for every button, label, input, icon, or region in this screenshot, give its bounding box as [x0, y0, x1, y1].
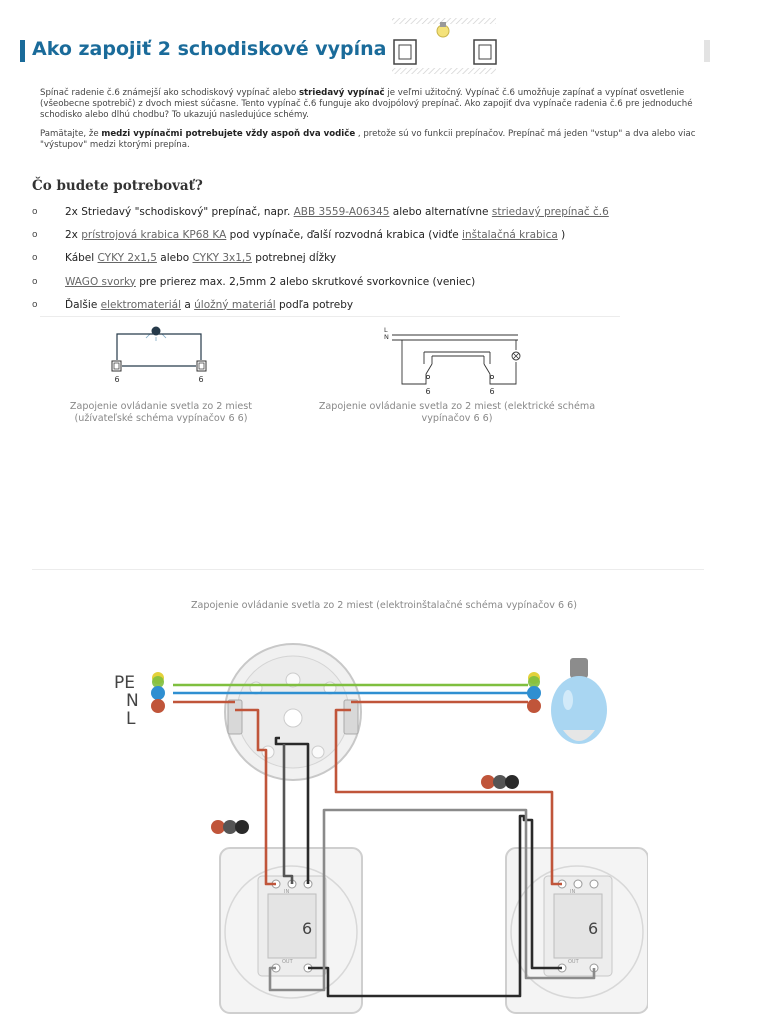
divider [40, 316, 620, 317]
diagram3-caption: Zapojenie ovládanie svetla zo 2 miest (elektroinštalačné schéma vypínačov 6 6) [190, 600, 578, 611]
diagram2-label-n: N [384, 333, 389, 341]
diagram2-caption-line2: vypínačov 6 6) [421, 412, 493, 424]
user-schema-diagram [100, 320, 220, 388]
intro-p1-pre: Spínač radenie č.6 známejší ako schodiskový vypínač alebo [40, 88, 299, 98]
list-text: pre prierez max. 2,5mm 2 alebo skrutkové svorkovnice (veniec) [135, 275, 476, 288]
list-text: ) [557, 229, 566, 242]
list-item [32, 252, 672, 275]
list-text: podľa potreby [275, 298, 354, 311]
divider [32, 569, 704, 570]
installation-diagram [108, 640, 648, 1020]
label-n: N [126, 691, 139, 711]
list-text: potrebnej dĺžky [251, 252, 337, 265]
diagram2-label-l: L [384, 326, 388, 334]
terminal-label-in: IN [284, 889, 290, 895]
page-title: Ako zapojiť 2 schodiskové vypína [32, 38, 387, 60]
list-text: alebo alternatívne [389, 206, 492, 218]
list-text: a [181, 298, 195, 311]
intro-p1-post: je veľmi užitočný. Vypínač č.6 umožňuje zapínať a vypínať osvetlenie (všeobecne spotrebič) z dvoch miest súčasne. Tento vypínač č.6 funguje ako dvojpólový prepínač. Ako zapojiť dva vypínače radenia č.6 pre jednoduché schodisko alebo dlhú chodbu? To ukazujú nasledujúce schémy. [40, 88, 693, 120]
terminal-label-out: OUT [568, 959, 579, 965]
intro-p2-post: , pretože sú vo funkcii prepínačov. Prepínač má jeden "vstup" a dva alebo viac "výstupov" medzi ktorými prepína. [40, 129, 696, 150]
diagram1-caption-line1: Zapojenie ovládanie svetla zo 2 miest [69, 401, 253, 412]
link-wago[interactable]: WAGO svorky [65, 275, 136, 288]
wire-ends-right [527, 672, 541, 713]
link-device-box[interactable]: prístrojová krabica KP68 KA [81, 229, 227, 242]
junction-box [225, 644, 361, 780]
link-abb-switch[interactable]: ABB 3559-A06345 [293, 206, 390, 218]
bullet: o [32, 299, 38, 310]
link-storage-material[interactable]: úložný materiál [194, 298, 276, 311]
intro-paragraph-1 [40, 88, 705, 121]
list-item [32, 299, 672, 322]
label-pe: PE [114, 673, 135, 693]
list-text: 2x [65, 229, 82, 242]
switch-right-number: 6 [588, 919, 599, 938]
diagram1-caption-line2: (užívateľské schéma vypínačov 6 6) [74, 412, 248, 424]
intro-p2-pre: Pamätajte, že [40, 129, 102, 139]
switch-left-number: 6 [302, 919, 313, 938]
diagram2-caption [298, 401, 616, 424]
title-accent-bar [20, 40, 25, 62]
list-text: 2x Striedavý "schodiskový" prepínač, napr. [65, 206, 294, 218]
bullet: o [32, 253, 38, 264]
link-cable-3x15[interactable]: CYKY 3x1,5 [192, 252, 252, 265]
list-text: pod vypínače, ďalší rozvodná krabica (vidťe [226, 229, 463, 242]
list-text: Ďalšie [65, 298, 101, 311]
link-electro-material[interactable]: elektromateriál [100, 298, 181, 311]
list-text: alebo [156, 252, 193, 265]
page-header [20, 38, 720, 66]
list-text: Kábel [65, 252, 98, 265]
intro-p1-bold: striedavý vypínač [298, 88, 385, 98]
diagram1-label-right: 6 [198, 375, 204, 384]
intro-paragraph-2 [40, 129, 705, 151]
electrical-schema-diagram [380, 322, 530, 398]
materials-list [32, 206, 672, 322]
bullet: o [32, 207, 38, 217]
intro-p2-bold: medzi vypínačmi potrebujete vždy aspoň dva vodiče [101, 129, 356, 139]
scroll-marker [704, 40, 710, 62]
title-switch-illustration-icon [390, 16, 500, 80]
link-installation-box[interactable]: inštalačná krabica [462, 229, 558, 242]
diagram2-label-right: 6 [489, 387, 495, 396]
terminal-label-out: OUT [282, 959, 293, 965]
wago-connector-right [344, 700, 358, 734]
light-bulb-icon [551, 658, 607, 744]
label-l: L [126, 709, 136, 729]
cable-end-right [481, 775, 519, 789]
cable-end-left [211, 820, 249, 834]
link-cable-2x15[interactable]: CYKY 2x1,5 [97, 252, 157, 265]
intro-text [40, 88, 705, 159]
wire-ends-left [151, 672, 165, 713]
terminal-label-in: IN [570, 889, 576, 895]
list-item [32, 229, 672, 252]
bullet: o [32, 230, 38, 241]
diagram1-label-left: 6 [114, 375, 120, 384]
link-alternating-switch[interactable]: striedavý prepínač č.6 [491, 206, 609, 218]
diagram2-caption-line1: Zapojenie ovládanie svetla zo 2 miest (elektrické schéma [318, 401, 596, 412]
diagram2-label-left: 6 [425, 387, 431, 396]
switch-box-left [220, 848, 362, 1013]
bullet: o [32, 276, 38, 287]
diagram1-caption [40, 401, 282, 424]
list-item [32, 206, 672, 229]
list-item [32, 276, 672, 299]
wago-connector-left [228, 700, 242, 734]
section-heading: Čo budete potrebovať? [32, 178, 203, 194]
